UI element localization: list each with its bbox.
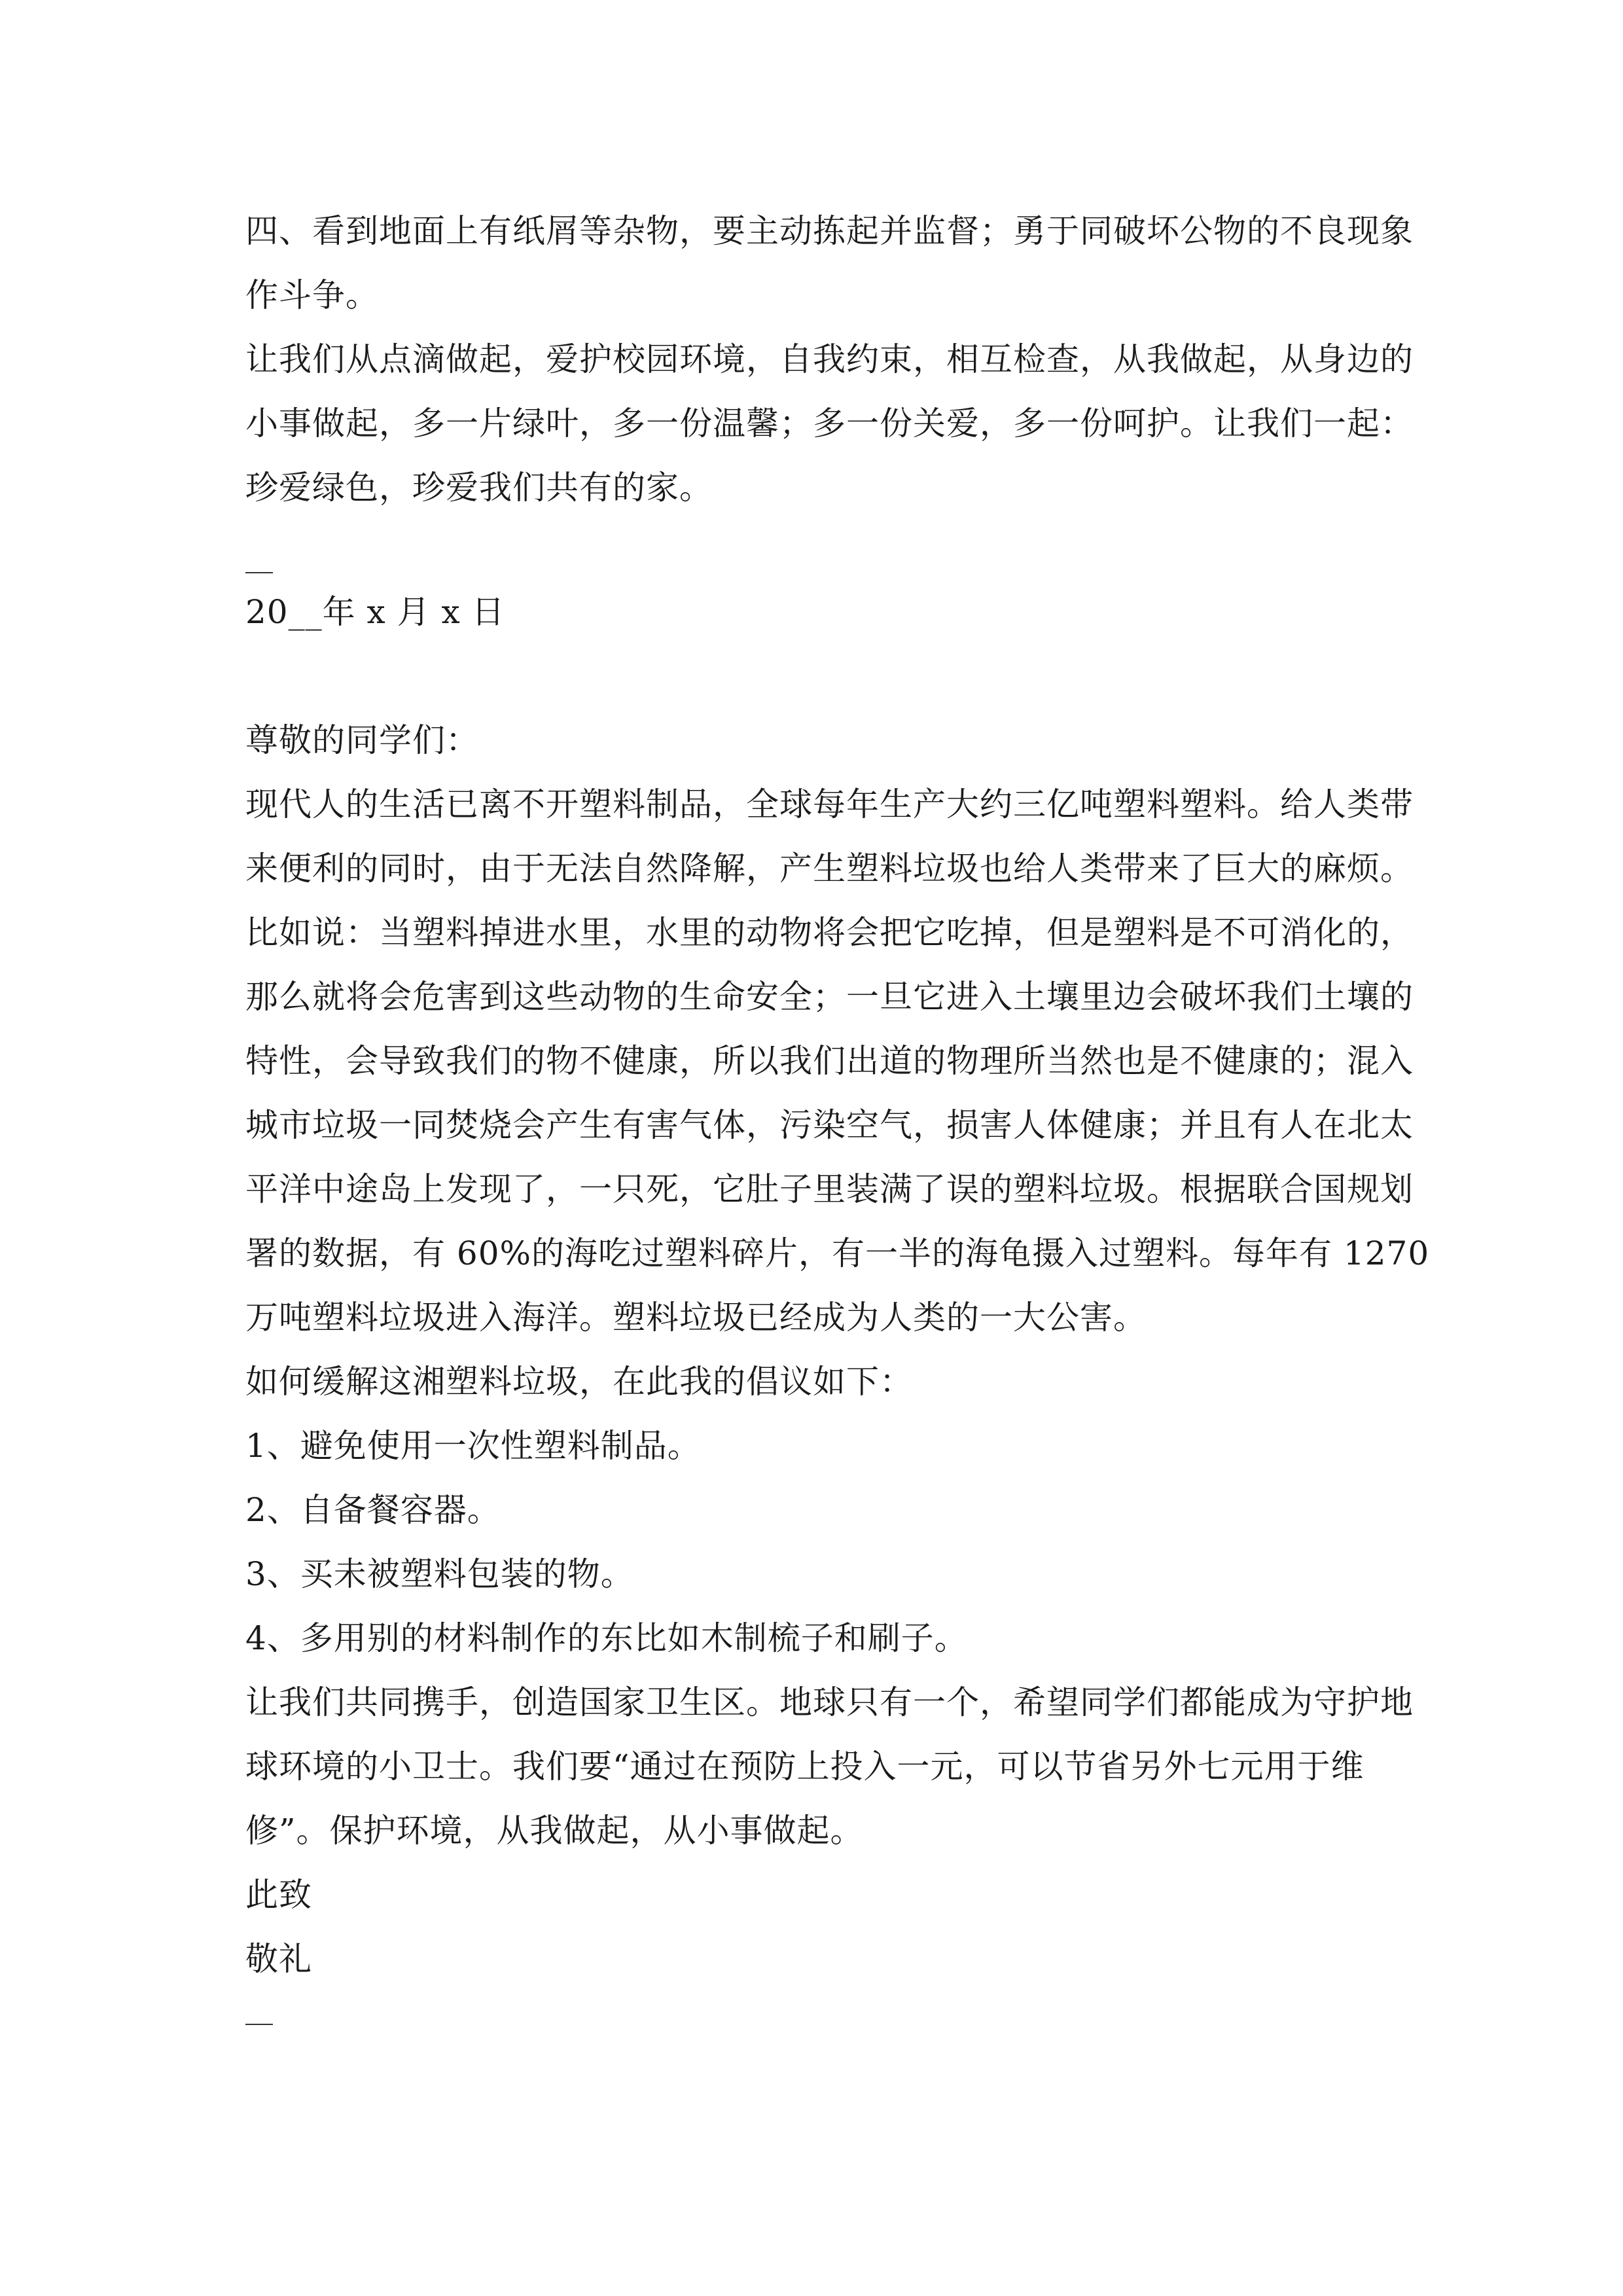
text-line: 万吨塑料垃圾进入海洋。塑料垃圾已经成为人类的一大公害。: [245, 1299, 1147, 1336]
text-line: 署的数据，有 60%的海吃过塑料碎片，有一半的海龟摄入过塑料。每年有 1270: [245, 1234, 1430, 1272]
salutation: [245, 708, 1397, 772]
list-item: 3、买未被塑料包装的物。: [245, 1555, 634, 1593]
proposal-intro: [245, 1350, 1397, 1414]
closing-paragraph: [245, 1670, 1414, 1863]
text-line: 比如说：当塑料掉进水里，水里的动物将会把它吃掉，但是塑料是不可消化的，: [245, 914, 1414, 952]
text-line: 修”。保护环境，从我做起，从小事做起。: [245, 1812, 864, 1850]
text-line: 城市垃圾一同焚烧会产生有害气体，污染空气，损害人体健康；并且有人在北太: [245, 1106, 1414, 1144]
salutation-text: 尊敬的同学们：: [245, 721, 479, 759]
signature-dash-2: [245, 1986, 1397, 2050]
sign-off-line-1: 此致: [245, 1876, 312, 1914]
letter-1-date: [245, 580, 1397, 644]
text-line: 四、看到地面上有纸屑等杂物，要主动拣起并监督；勇于同破坏公物的不良现象: [245, 212, 1414, 250]
signature-dash-mark: [245, 1986, 1397, 2050]
text-line: 珍爱绿色，珍爱我们共有的家。: [245, 469, 713, 507]
text-line: 球环境的小卫士。我们要“通过在预防上投入一元，可以节省另外七元用于维: [245, 1748, 1364, 1785]
body-paragraph: [245, 772, 1430, 1350]
list-item: 4、多用别的材料制作的东比如木制梳子和刷子。: [245, 1619, 968, 1657]
text-line: 作斗争。: [245, 276, 379, 314]
list-item: 1、避免使用一次性塑料制品。: [245, 1427, 701, 1465]
proposal-intro-text: 如何缓解这湘塑料垃圾，在此我的倡议如下：: [245, 1363, 913, 1401]
text-line: 来便利的同时，由于无法自然降解，产生塑料垃圾也给人类带来了巨大的麻烦。: [245, 850, 1414, 888]
text-line: 现代人的生活已离不开塑料制品，全球每年生产大约三亿吨塑料塑料。给人类带: [245, 785, 1414, 823]
text-line: 让我们共同携手，创造国家卫生区。地球只有一个，希望同学们都能成为守护地: [245, 1683, 1414, 1721]
text-line: 特性，会导致我们的物不健康，所以我们出道的物理所当然也是不健康的；混入: [245, 1042, 1414, 1080]
date-line: [245, 580, 1397, 644]
list-item: 2、自备餐容器。: [245, 1491, 501, 1529]
paragraph-call-to-action: [245, 327, 1414, 520]
sign-off-line-2: 敬礼: [245, 1940, 312, 1978]
letter-2: [245, 708, 1430, 1991]
letter-1: [245, 199, 1414, 520]
text-line: 让我们从点滴做起，爱护校园环境，自我约束，相互检查，从我做起，从身边的: [245, 340, 1414, 378]
paragraph-item-four: [245, 199, 1414, 327]
text-line: 那么就将会危害到这些动物的生命安全；一旦它进入土壤里边会破坏我们土壤的: [245, 978, 1414, 1016]
date-text: 20__年 x 月 x 日: [245, 593, 505, 631]
text-line: 平洋中途岛上发现了，一只死，它肚子里装满了误的塑料垃圾。根据联合国规划: [245, 1170, 1414, 1208]
text-line: 小事做起，多一片绿叶，多一份温馨；多一份关爱，多一份呵护。让我们一起：: [245, 404, 1414, 442]
proposal-list: [245, 1414, 1397, 1670]
sign-off: [245, 1863, 1397, 1991]
